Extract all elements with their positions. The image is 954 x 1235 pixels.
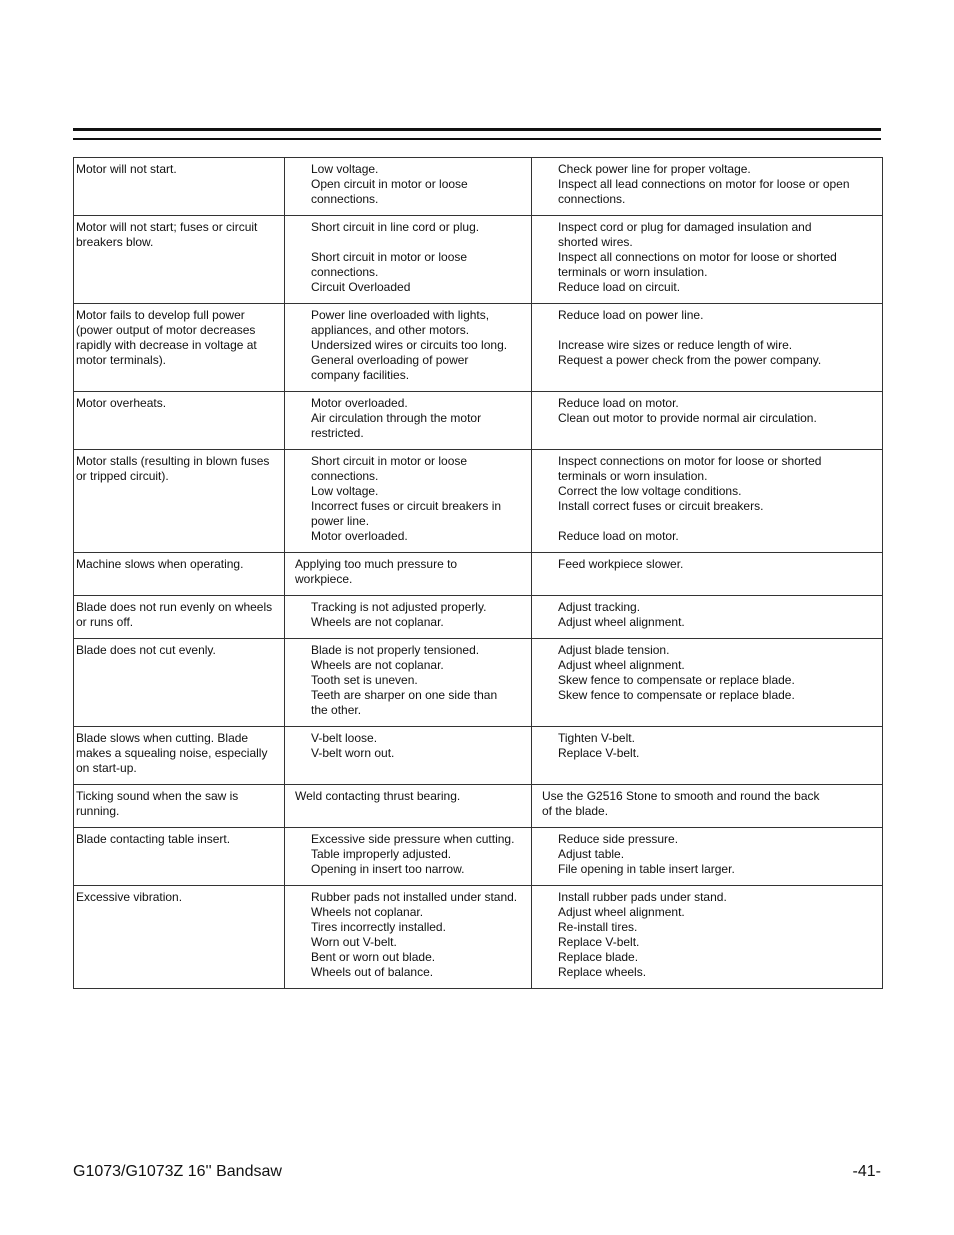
solution-line: Request a power check from the power company.	[558, 353, 822, 367]
solution-line: terminals or worn insulation.	[558, 469, 708, 483]
solution-cell	[532, 886, 883, 989]
cause-line: Motor overloaded.	[311, 529, 408, 543]
table-row	[74, 727, 883, 785]
solution-cell	[532, 553, 883, 596]
symptom-cell	[74, 216, 285, 304]
symptom-text: Ticking sound when the saw is running.	[76, 789, 239, 818]
symptom-cell	[74, 828, 285, 886]
symptom-text: Blade does not cut evenly.	[76, 643, 216, 657]
header-rule-thick	[73, 128, 881, 131]
troubleshooting-table-body	[74, 158, 883, 989]
cause-line: the other.	[311, 703, 362, 717]
cause-line: Circuit Overloaded	[311, 280, 411, 294]
solution-cell	[532, 639, 883, 727]
symptom-cell	[74, 392, 285, 450]
cause-line: V-belt worn out.	[311, 746, 395, 760]
cause-cell	[285, 392, 532, 450]
symptom-text: Blade does not run evenly on wheels or runs off.	[76, 600, 273, 629]
cause-line: Incorrect fuses or circuit breakers in	[311, 499, 502, 513]
symptom-text: Motor will not start.	[76, 162, 177, 176]
solution-cell	[532, 828, 883, 886]
cause-line: Tooth set is uneven.	[311, 673, 418, 687]
cause-line: Opening in insert too narrow.	[311, 862, 465, 876]
table-row	[74, 553, 883, 596]
solution-cell	[532, 727, 883, 785]
symptom-cell	[74, 450, 285, 553]
solution-line: shorted wires.	[558, 235, 633, 249]
cause-line: company facilities.	[311, 368, 410, 382]
cause-line: Applying too much pressure to	[295, 557, 458, 571]
cause-line: Undersized wires or circuits too long.	[311, 338, 508, 352]
cause-line: Air circulation through the motor	[311, 411, 482, 425]
cause-line: connections.	[311, 192, 379, 206]
cause-line: Motor overloaded.	[311, 396, 408, 410]
cause-line: Short circuit in line cord or plug.	[311, 220, 480, 234]
cause-line: connections.	[311, 265, 379, 279]
symptom-text: Motor stalls (resulting in blown fuses or tripped circuit).	[76, 454, 270, 483]
symptom-cell	[74, 639, 285, 727]
cause-line: Rubber pads not installed under stand.	[311, 890, 518, 904]
solution-line: Adjust wheel alignment.	[558, 615, 685, 629]
cause-line: Wheels not coplanar.	[311, 905, 424, 919]
cause-line: Worn out V-belt.	[311, 935, 397, 949]
table-row	[74, 596, 883, 639]
cause-cell	[285, 553, 532, 596]
solution-line: Reduce load on circuit.	[558, 280, 681, 294]
cause-cell	[285, 158, 532, 216]
solution-line: Adjust wheel alignment.	[558, 905, 685, 919]
solution-line: Clean out motor to provide normal air circulation.	[558, 411, 817, 425]
symptom-cell	[74, 727, 285, 785]
cause-line: Tracking is not adjusted properly.	[311, 600, 487, 614]
cause-line: connections.	[311, 469, 379, 483]
solution-line: Adjust table.	[558, 847, 625, 861]
table-row	[74, 828, 883, 886]
cause-line: Table improperly adjusted.	[311, 847, 452, 861]
solution-line: connections.	[558, 192, 626, 206]
symptom-text: Motor overheats.	[76, 396, 167, 410]
solution-line	[534, 323, 880, 338]
solution-line: Replace wheels.	[558, 965, 647, 979]
solution-cell	[532, 785, 883, 828]
solution-line: Install rubber pads under stand.	[558, 890, 727, 904]
solution-line: Inspect connections on motor for loose or shorted	[558, 454, 822, 468]
cause-cell	[285, 450, 532, 553]
cause-line: Power line overloaded with lights,	[311, 308, 490, 322]
symptom-text: Motor will not start; fuses or circuit breakers blow.	[76, 220, 258, 249]
cause-line: Wheels are not coplanar.	[311, 658, 444, 672]
solution-line: Adjust tracking.	[558, 600, 641, 614]
solution-cell	[532, 450, 883, 553]
cause-line: Excessive side pressure when cutting.	[311, 832, 515, 846]
table-row	[74, 304, 883, 392]
header-rule-thin	[73, 138, 881, 140]
footer-page-number: -41-	[852, 1163, 881, 1180]
cause-cell	[285, 596, 532, 639]
symptom-cell	[74, 553, 285, 596]
cause-line: Wheels out of balance.	[311, 965, 434, 979]
symptom-cell	[74, 596, 285, 639]
solution-line: of the blade.	[542, 804, 609, 818]
cause-cell	[285, 828, 532, 886]
table-row	[74, 392, 883, 450]
solution-line: Increase wire sizes or reduce length of wire.	[558, 338, 793, 352]
solution-line: Replace V-belt.	[558, 935, 640, 949]
cause-line	[287, 235, 529, 250]
cause-line: V-belt loose.	[311, 731, 378, 745]
solution-line: Skew fence to compensate or replace blade.	[558, 673, 795, 687]
solution-line: Inspect all connections on motor for loose or shorted	[558, 250, 837, 264]
table-row	[74, 450, 883, 553]
table-row	[74, 886, 883, 989]
cause-cell	[285, 727, 532, 785]
cause-line: General overloading of power	[311, 353, 469, 367]
cause-cell	[285, 639, 532, 727]
solution-cell	[532, 216, 883, 304]
symptom-cell	[74, 785, 285, 828]
solution-line: Use the G2516 Stone to smooth and round the back	[542, 789, 820, 803]
cause-line: Weld contacting thrust bearing.	[295, 789, 461, 803]
troubleshooting-table	[73, 157, 883, 989]
cause-cell	[285, 785, 532, 828]
table-row	[74, 639, 883, 727]
table-row	[74, 216, 883, 304]
cause-line: restricted.	[311, 426, 364, 440]
solution-line: Check power line for proper voltage.	[558, 162, 751, 176]
solution-line: Install correct fuses or circuit breakers.	[558, 499, 764, 513]
cause-line: Blade is not properly tensioned.	[311, 643, 480, 657]
symptom-text: Blade slows when cutting. Blade makes a squealing noise, especially on start-up.	[76, 731, 268, 775]
solution-line: Skew fence to compensate or replace blade.	[558, 688, 795, 702]
cause-line: power line.	[311, 514, 370, 528]
solution-cell	[532, 158, 883, 216]
solution-line: File opening in table insert larger.	[558, 862, 735, 876]
cause-line: Wheels are not coplanar.	[311, 615, 444, 629]
solution-cell	[532, 596, 883, 639]
solution-line: Replace V-belt.	[558, 746, 640, 760]
cause-line: Tires incorrectly installed.	[311, 920, 446, 934]
cause-line: Short circuit in motor or loose	[311, 454, 468, 468]
cause-cell	[285, 304, 532, 392]
solution-line: Inspect cord or plug for damaged insulation and	[558, 220, 812, 234]
table-row	[74, 785, 883, 828]
cause-cell	[285, 886, 532, 989]
solution-line: Correct the low voltage conditions.	[558, 484, 742, 498]
cause-line: Teeth are sharper on one side than	[311, 688, 498, 702]
solution-line: Feed workpiece slower.	[558, 557, 684, 571]
cause-line: Open circuit in motor or loose	[311, 177, 468, 191]
symptom-cell	[74, 304, 285, 392]
symptom-text: Blade contacting table insert.	[76, 832, 231, 846]
solution-line: terminals or worn insulation.	[558, 265, 708, 279]
table-row	[74, 158, 883, 216]
solution-line: Inspect all lead connections on motor for loose or open	[558, 177, 850, 191]
solution-line: Reduce load on power line.	[558, 308, 704, 322]
symptom-text: Machine slows when operating.	[76, 557, 244, 571]
cause-line: appliances, and other motors.	[311, 323, 470, 337]
solution-line: Adjust blade tension.	[558, 643, 670, 657]
solution-line: Reduce load on motor.	[558, 529, 679, 543]
cause-cell	[285, 216, 532, 304]
cause-line: Low voltage.	[311, 484, 379, 498]
solution-line: Replace blade.	[558, 950, 639, 964]
cause-line: Short circuit in motor or loose	[311, 250, 468, 264]
symptom-text: Excessive vibration.	[76, 890, 183, 904]
solution-cell	[532, 392, 883, 450]
cause-line: workpiece.	[295, 572, 353, 586]
solution-line: Reduce side pressure.	[558, 832, 679, 846]
solution-line: Reduce load on motor.	[558, 396, 679, 410]
symptom-cell	[74, 158, 285, 216]
cause-line: Low voltage.	[311, 162, 379, 176]
solution-line: Re-install tires.	[558, 920, 638, 934]
solution-line: Adjust wheel alignment.	[558, 658, 685, 672]
symptom-text: Motor fails to develop full power (power output of motor decreases rapidly with decrease in voltage at motor terminals).	[76, 308, 257, 367]
solution-line: Tighten V-belt.	[558, 731, 635, 745]
solution-cell	[532, 304, 883, 392]
cause-line: Bent or worn out blade.	[311, 950, 436, 964]
solution-line	[534, 514, 880, 529]
symptom-cell	[74, 886, 285, 989]
footer-manual-title: G1073/G1073Z 16'' Bandsaw	[73, 1163, 282, 1180]
